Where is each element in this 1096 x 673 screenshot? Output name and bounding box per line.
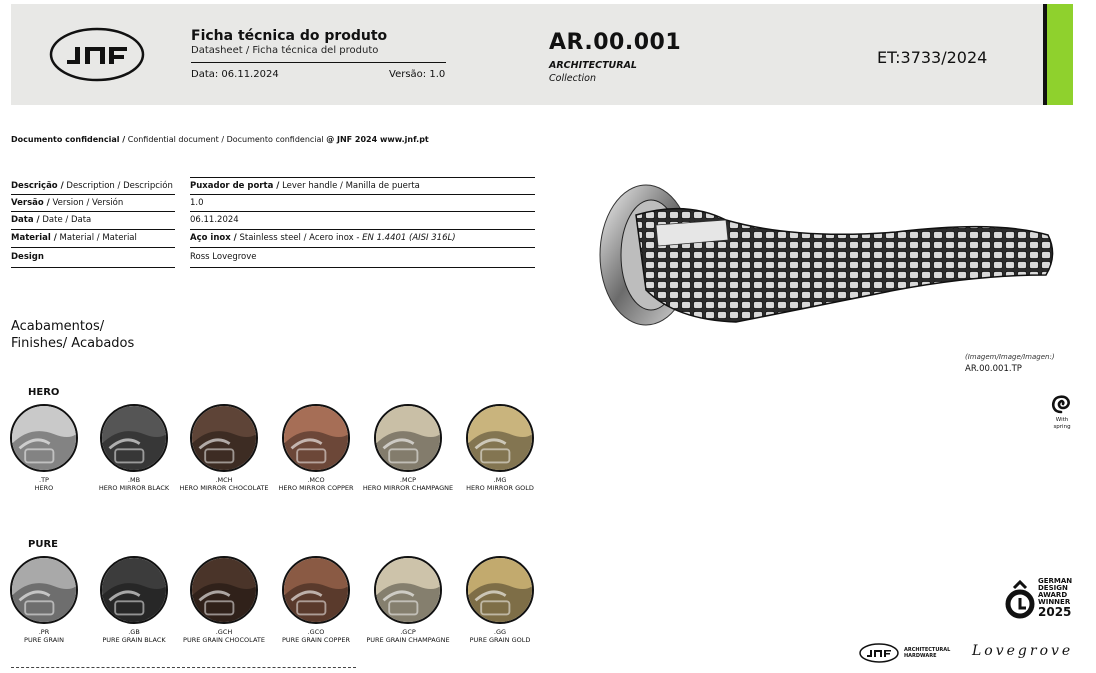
jnf-footer-text: ARCHITECTURAL HARDWARE (904, 647, 951, 659)
header-band (11, 4, 1073, 105)
lever-handle-image (596, 180, 1058, 330)
finish-name: HERO (34, 484, 54, 492)
spec-top-line (190, 177, 535, 178)
spec-value: 1.0 (190, 198, 204, 208)
finish-group-hero: HERO (28, 387, 60, 398)
spec-label: Material / Material / Material (11, 233, 137, 243)
spring-icon (1050, 393, 1072, 415)
finish-swatch (100, 404, 168, 472)
product-code: AR.00.001 (549, 30, 682, 55)
finish-name: PURE GRAIN (24, 636, 64, 644)
designer-signature: Lovegrove (972, 643, 1074, 659)
header-divider (191, 62, 446, 63)
finish-group-pure: PURE (28, 539, 58, 550)
jnf-logo (49, 27, 145, 82)
finish-name: PURE GRAIN BLACK (102, 636, 166, 644)
finish-swatch (10, 404, 78, 472)
dashed-divider (11, 667, 356, 668)
spec-label: Versão / Version / Versión (11, 198, 124, 208)
datasheet-subtitle: Datasheet / Ficha técnica del produto (191, 45, 379, 56)
spec-value: Aço inox / Stainless steel / Acero inox - EN 1.4401 (AISI 316L) (190, 233, 456, 243)
datasheet-title: Ficha técnica do produto (191, 28, 388, 44)
finish-swatch (466, 404, 534, 472)
et-number: ET:3733/2024 (877, 48, 988, 67)
finish-code: .MG (493, 476, 507, 484)
finish-swatch (100, 556, 168, 624)
finish-swatch (282, 556, 350, 624)
spec-label: Design (11, 252, 44, 262)
finish-code: .GG (493, 628, 507, 636)
award-text: GERMAN DESIGN AWARD WINNER (1038, 577, 1073, 606)
spec-label: Data / Date / Data (11, 215, 92, 225)
image-caption-code: AR.00.001.TP (965, 364, 1022, 374)
finish-swatch (190, 404, 258, 472)
accent-bar (1043, 4, 1073, 105)
spec-value: Puxador de porta / Lever handle / Manilla de puerta (190, 181, 420, 191)
finish-name: PURE GRAIN CHAMPAGNE (366, 636, 450, 644)
jnf-footer-logo (859, 643, 899, 663)
finish-swatch (374, 556, 442, 624)
finish-name: PURE GRAIN COPPER (281, 636, 351, 644)
finish-name: PURE GRAIN CHOCOLATE (183, 636, 265, 644)
finish-code: .GCO (307, 628, 325, 636)
finish-swatch (190, 556, 258, 624)
finish-code: .GCH (215, 628, 233, 636)
finish-code: .TP (39, 476, 49, 484)
finish-name: HERO MIRROR BLACK (98, 484, 170, 492)
confidential-notice: Documento confidencial / Confidential document / Documento confidencial @ JNF 2024 www.jnf.pt (11, 135, 429, 144)
image-caption-label: (Imagem/Image/Imagen:) (965, 353, 1055, 361)
finish-code: .GCP (400, 628, 416, 636)
finish-code: .PR (38, 628, 50, 636)
finish-swatch (374, 404, 442, 472)
spec-label: Descrição / Description / Descripción (11, 181, 173, 191)
award-year: 2025 (1038, 605, 1072, 619)
spec-value: Ross Lovegrove (190, 252, 257, 262)
header-version: Versão: 1.0 (389, 69, 446, 80)
finish-name: HERO MIRROR CHAMPAGNE (362, 484, 454, 492)
spring-label: With spring (1053, 417, 1071, 430)
finish-code: .MCP (399, 476, 417, 484)
finish-swatch (282, 404, 350, 472)
header-date: Data: 06.11.2024 (191, 69, 279, 80)
collection-name: ARCHITECTURAL (549, 60, 637, 71)
finish-swatch (466, 556, 534, 624)
finish-name: HERO MIRROR GOLD (466, 484, 534, 492)
finish-code: .MCH (215, 476, 233, 484)
spec-value: 06.11.2024 (190, 215, 239, 225)
finish-code: .MCO (307, 476, 325, 484)
finish-name: PURE GRAIN GOLD (469, 636, 531, 644)
finishes-heading: Acabamentos/ Finishes/ Acabados (11, 319, 135, 351)
finish-code: .MB (127, 476, 141, 484)
collection-label: Collection (549, 73, 596, 84)
finish-code: .GB (128, 628, 140, 636)
finish-name: HERO MIRROR COPPER (278, 484, 354, 492)
finish-name: HERO MIRROR CHOCOLATE (179, 484, 269, 492)
finish-swatch (10, 556, 78, 624)
